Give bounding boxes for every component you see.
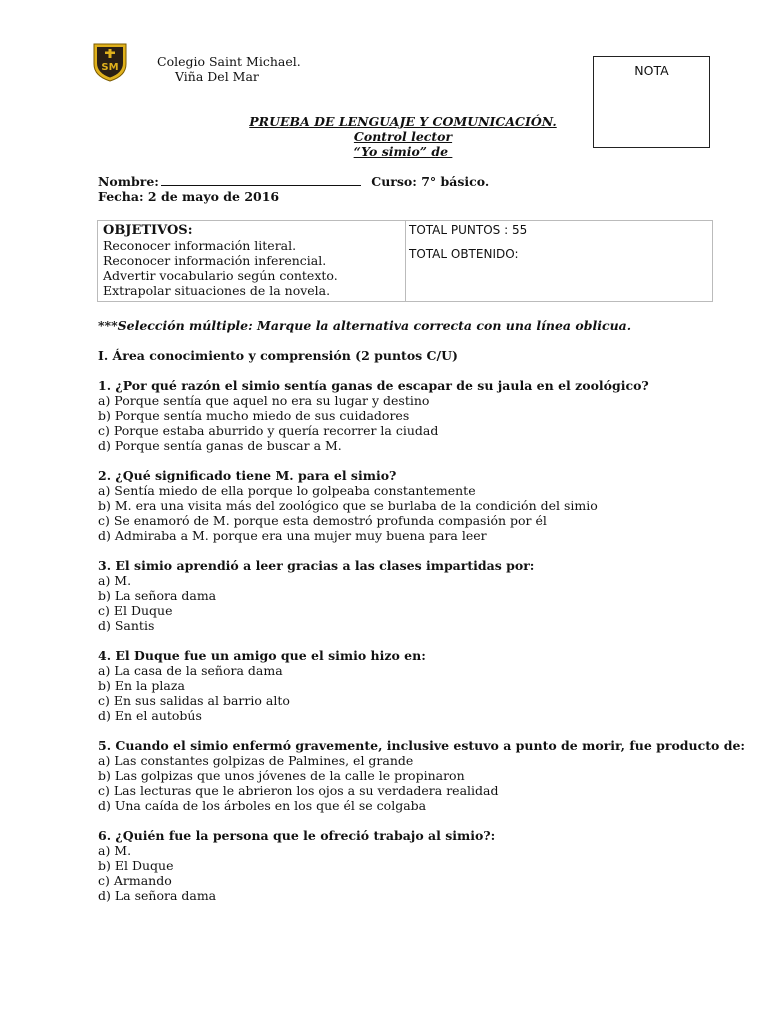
title-line-1: PRUEBA DE LENGUAJE Y COMUNICACIÓN. bbox=[249, 114, 557, 129]
answer-option[interactable]: b) M. era una visita más del zoológico que se burlaba de la condición del simio bbox=[98, 498, 598, 513]
question-text: 1. ¿Por qué razón el simio sentía ganas de escapar de su jaula en el zoológico? bbox=[98, 378, 649, 393]
question-text: 5. Cuando el simio enfermó gravemente, inclusive estuvo a punto de morir, fue producto de: bbox=[98, 738, 746, 753]
school-name: Colegio Saint Michael. bbox=[157, 54, 301, 69]
date-label: Fecha: 2 de mayo de 2016 bbox=[98, 189, 280, 204]
question-block bbox=[98, 468, 698, 543]
answer-option[interactable]: b) Porque sentía mucho miedo de sus cuidadores bbox=[98, 408, 410, 423]
answer-option[interactable]: c) El Duque bbox=[98, 603, 173, 618]
answer-option[interactable]: a) Sentía miedo de ella porque lo golpeaba constantemente bbox=[98, 483, 476, 498]
question-text: 2. ¿Qué significado tiene M. para el simio? bbox=[98, 468, 397, 483]
answer-option[interactable]: b) Las golpizas que unos jóvenes de la calle le propinaron bbox=[98, 768, 465, 783]
objectives-table bbox=[97, 220, 713, 302]
question-block bbox=[98, 558, 698, 633]
name-blank-line[interactable] bbox=[161, 176, 361, 186]
question-block bbox=[98, 648, 698, 723]
name-row bbox=[98, 174, 489, 189]
school-header bbox=[157, 54, 301, 84]
answer-option[interactable]: a) M. bbox=[98, 573, 132, 588]
date-row bbox=[98, 189, 279, 204]
answer-option[interactable]: a) Porque sentía que aquel no era su lugar y destino bbox=[98, 393, 430, 408]
answer-option[interactable]: a) M. bbox=[98, 843, 132, 858]
objective-item: Extrapolar situaciones de la novela. bbox=[103, 283, 331, 298]
question-text: 4. El Duque fue un amigo que el simio hizo en: bbox=[98, 648, 426, 663]
answer-option[interactable]: c) Porque estaba aburrido y quería recorrer la ciudad bbox=[98, 423, 439, 438]
table-divider bbox=[405, 221, 406, 301]
answer-option[interactable]: b) El Duque bbox=[98, 858, 174, 873]
answer-option[interactable]: a) Las constantes golpizas de Palmines, el grande bbox=[98, 753, 414, 768]
answer-option[interactable]: d) En el autobús bbox=[98, 708, 202, 723]
total-points: TOTAL PUNTOS : 55 bbox=[409, 223, 528, 237]
answer-option[interactable]: b) La señora dama bbox=[98, 588, 217, 603]
questions-list bbox=[98, 378, 746, 918]
test-title bbox=[236, 114, 570, 159]
section-title: I. Área conocimiento y comprensión (2 puntos C/U) bbox=[98, 348, 458, 363]
objectives-heading: OBJETIVOS: bbox=[103, 223, 193, 238]
answer-option[interactable]: c) Se enamoró de M. porque esta demostró profunda compasión por él bbox=[98, 513, 547, 528]
question-block bbox=[98, 378, 698, 453]
answer-option[interactable]: d) Santis bbox=[98, 618, 155, 633]
answer-option[interactable]: a) La casa de la señora dama bbox=[98, 663, 283, 678]
answer-option[interactable]: c) Las lecturas que le abrieron los ojos a su verdadera realidad bbox=[98, 783, 499, 798]
question-text: 6. ¿Quién fue la persona que le ofreció trabajo al simio?: bbox=[98, 828, 496, 843]
logo-text: SM bbox=[101, 62, 119, 73]
instructions: ***Selección múltiple: Marque la alternativa correcta con una línea oblicua. bbox=[98, 318, 632, 333]
objectives-list bbox=[103, 223, 338, 298]
objective-item: Reconocer información inferencial. bbox=[103, 253, 327, 268]
title-line-2: Control lector bbox=[353, 129, 453, 144]
school-city: Viña Del Mar bbox=[175, 69, 259, 84]
answer-option[interactable]: b) En la plaza bbox=[98, 678, 185, 693]
grade-box-label: NOTA bbox=[634, 63, 669, 78]
question-block bbox=[98, 738, 746, 813]
answer-option[interactable]: c) En sus salidas al barrio alto bbox=[98, 693, 290, 708]
answer-option[interactable]: d) La señora dama bbox=[98, 888, 217, 903]
name-label: Nombre: bbox=[98, 174, 159, 189]
course-label: Curso: 7° básico. bbox=[371, 174, 490, 189]
answer-option[interactable]: c) Armando bbox=[98, 873, 172, 888]
answer-option[interactable]: d) Admiraba a M. porque era una mujer muy buena para leer bbox=[98, 528, 487, 543]
answer-option[interactable]: d) Una caída de los árboles en los que él se colgaba bbox=[98, 798, 427, 813]
objective-item: Reconocer información literal. bbox=[103, 238, 297, 253]
question-text: 3. El simio aprendió a leer gracias a las clases impartidas por: bbox=[98, 558, 535, 573]
objective-item: Advertir vocabulario según contexto. bbox=[103, 268, 338, 283]
grade-box bbox=[593, 56, 710, 148]
points-summary bbox=[409, 223, 527, 262]
school-logo bbox=[92, 42, 128, 82]
title-line-3: “Yo simio” de bbox=[353, 144, 453, 159]
question-block bbox=[98, 828, 698, 903]
total-obtained: TOTAL OBTENIDO: bbox=[409, 247, 519, 261]
answer-option[interactable]: d) Porque sentía ganas de buscar a M. bbox=[98, 438, 342, 453]
